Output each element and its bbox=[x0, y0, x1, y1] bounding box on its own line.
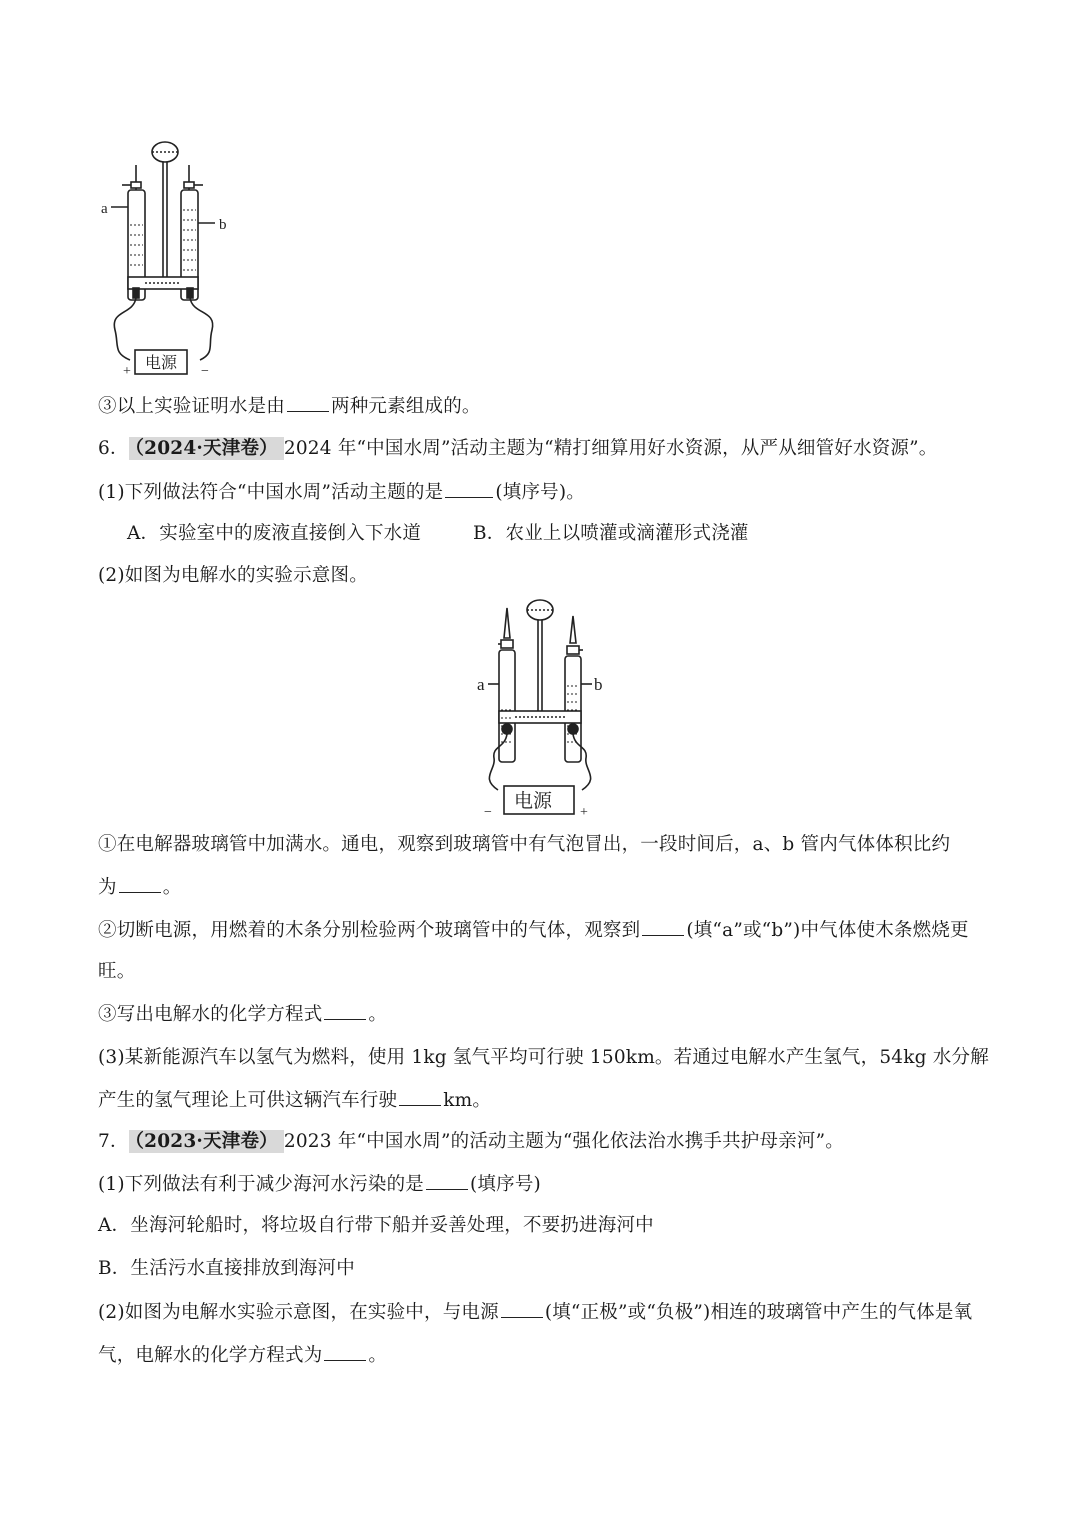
answer-blank[interactable] bbox=[287, 393, 329, 412]
label-a: a bbox=[477, 675, 485, 694]
label-a: a bbox=[101, 201, 108, 217]
q7-stem: 7． （2023·天津卷） 2023 年“中国水周”的活动主题为“强化依法治水携手共护母亲河”。 bbox=[98, 1131, 844, 1152]
answer-blank[interactable] bbox=[399, 1087, 441, 1106]
answer-blank[interactable] bbox=[642, 917, 684, 936]
q6-stem: 6． （2024·天津卷） 2024 年“中国水周”活动主题为“精打细算用好水资源，从严从细管好水资源”。 bbox=[98, 438, 938, 459]
q6-sub-2-line-1: ②切断电源，用燃着的木条分别检验两个玻璃管中的气体，观察到 (填“a”或“b”)中气体使木条燃烧更 bbox=[98, 917, 969, 944]
label-b: b bbox=[594, 675, 603, 694]
source-badge: （2024·天津卷） bbox=[129, 437, 284, 460]
q7-option-a: A．坐海河轮船时，将垃圾自行带下船并妥善处理，不要扔进海河中 bbox=[98, 1215, 654, 1236]
plus-sign: + bbox=[580, 805, 588, 820]
q7-option-b: B．生活污水直接排放到海河中 bbox=[98, 1258, 355, 1279]
answer-blank[interactable] bbox=[426, 1171, 468, 1190]
electrolysis-figure-2 bbox=[470, 598, 610, 820]
q6-sub-1-line-2: 为 。 bbox=[98, 874, 181, 901]
power-source-label: 电源 bbox=[514, 791, 553, 812]
electrolysis-figure-1 bbox=[95, 135, 255, 380]
q7-part-2-line-1: (2)如图为电解水实验示意图，在实验中，与电源 (填“正极”或“负极”)相连的玻璃管中产生的气体是氧 bbox=[98, 1299, 972, 1326]
q5-subquestion-3: ③以上实验证明水是由 两种元素组成的。 bbox=[98, 393, 481, 420]
answer-blank[interactable] bbox=[445, 479, 493, 498]
q6-sub-1-line-1: ①在电解器玻璃管中加满水。通电，观察到玻璃管中有气泡冒出，一段时间后，a、b 管内气体体积比约 bbox=[98, 834, 951, 855]
q6-part-2: (2)如图为电解水的实验示意图。 bbox=[98, 565, 368, 586]
plus-sign: + bbox=[123, 364, 131, 379]
label-b: b bbox=[219, 217, 227, 233]
q6-part-3-line-1: (3)某新能源汽车以氢气为燃料，使用 1kg 氢气平均可行驶 150km。若通过电解水产生氢气，54kg 水分解 bbox=[98, 1047, 989, 1068]
q6-part-3-line-2: 产生的氢气理论上可供这辆汽车行驶 km。 bbox=[98, 1087, 491, 1114]
answer-blank[interactable] bbox=[324, 1001, 366, 1020]
answer-blank[interactable] bbox=[501, 1299, 543, 1318]
source-badge: （2023·天津卷） bbox=[129, 1130, 284, 1153]
answer-blank[interactable] bbox=[324, 1342, 366, 1361]
power-source-label: 电源 bbox=[145, 355, 178, 372]
q6-sub-2-line-2: 旺。 bbox=[98, 961, 136, 982]
answer-blank[interactable] bbox=[119, 874, 161, 893]
q6-part-1: (1)下列做法符合“中国水周”活动主题的是 (填序号)。 bbox=[98, 479, 585, 506]
q7-part-2-line-2: 气，电解水的化学方程式为 。 bbox=[98, 1342, 387, 1369]
minus-sign: − bbox=[201, 364, 209, 379]
q7-part-1: (1)下列做法有利于减少海河水污染的是 (填序号) bbox=[98, 1171, 541, 1198]
q6-option-b: B．农业上以喷灌或滴灌形式浇灌 bbox=[473, 523, 749, 544]
minus-sign: − bbox=[484, 805, 492, 820]
q6-sub-3: ③写出电解水的化学方程式 。 bbox=[98, 1001, 387, 1028]
q6-option-a: A．实验室中的废液直接倒入下水道 bbox=[127, 523, 422, 544]
